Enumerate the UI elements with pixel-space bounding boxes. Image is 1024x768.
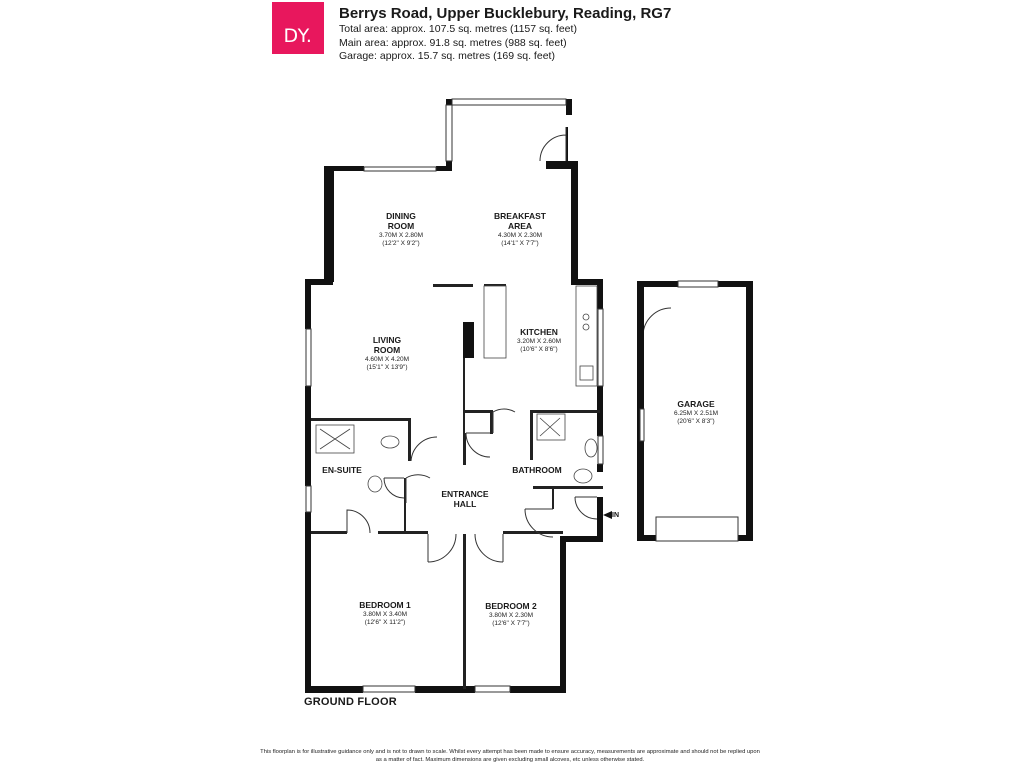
living-room-dims: 4.60M X 4.20M (364, 356, 410, 363)
breakfast-imperial: (14'1" X 7'7") (501, 240, 539, 247)
kitchen-dims: 3.20M X 2.60M (516, 338, 562, 345)
garage-label: GARAGE (677, 399, 715, 409)
dining-room-imperial: (12'2" X 9'2") (382, 240, 420, 247)
bedroom1-dims: 3.80M X 3.40M (362, 611, 408, 618)
garage-area: Garage: approx. 15.7 sq. metres (169 sq. feet) (339, 50, 555, 62)
bedroom2-label: BEDROOM 2 (485, 601, 537, 611)
kitchen-worktop (484, 286, 506, 358)
bedroom2-imperial: (12'6" X 7'7") (492, 620, 530, 627)
kitchen-label: KITCHEN (520, 327, 558, 337)
breakfast-label1: BREAKFAST (494, 211, 546, 221)
garage-door (656, 517, 738, 541)
entrance-arrow-icon (603, 511, 612, 519)
living-room-label2: ROOM (373, 345, 401, 355)
property-title: Berrys Road, Upper Bucklebury, Reading, RG7 (339, 5, 672, 22)
breakfast-dims: 4.30M X 2.30M (497, 232, 543, 239)
dining-room-label2: ROOM (387, 221, 415, 231)
bathroom-toilet (574, 469, 592, 483)
ensuite-basin (368, 476, 382, 492)
dining-room-label1: DINING (386, 211, 416, 221)
garage-imperial: (20'6" X 8'3") (677, 418, 715, 425)
entrance-marker: IN (612, 512, 619, 519)
living-room-imperial: (15'1" X 13'9") (366, 364, 408, 371)
garage-dims: 6.25M X 2.51M (673, 410, 719, 417)
living-room-label1: LIVING (372, 335, 402, 345)
bedroom1-label: BEDROOM 1 (359, 600, 411, 610)
bathroom-basin (585, 439, 597, 457)
dining-room-dims: 3.70M X 2.80M (378, 232, 424, 239)
bathroom-shower (537, 414, 565, 440)
breakfast-label2: AREA (507, 221, 533, 231)
brand-logo-text: DY. (283, 25, 313, 47)
floor-label: GROUND FLOOR (304, 696, 397, 708)
fixtures (316, 286, 597, 492)
total-area: Total area: approx. 107.5 sq. metres (1157 sq. feet) (339, 23, 577, 35)
bathroom-label: BATHROOM (512, 465, 562, 475)
walls (305, 99, 603, 693)
hall-label2: HALL (453, 499, 477, 509)
ensuite-toilet (381, 436, 399, 448)
bedroom1-imperial: (12'6" X 11'2") (364, 619, 406, 626)
kitchen-imperial: (10'6" X 8'6") (520, 346, 558, 353)
disclaimer: This floorplan is for illustrative guidance only and is not to drawn to scale. Whilst every attempt has been made to ensure accuracy, measurements are approximate and should not be replied upon as a matter of fact. Maximum dimensions are given excluding small alcoves, etc unless otherwise stated. (260, 749, 760, 763)
bedroom2-dims: 3.80M X 2.30M (488, 612, 534, 619)
ensuite-label: EN-SUITE (322, 465, 362, 475)
hall-label1: ENTRANCE (441, 489, 489, 499)
main-area: Main area: approx. 91.8 sq. metres (988 sq. feet) (339, 36, 567, 49)
